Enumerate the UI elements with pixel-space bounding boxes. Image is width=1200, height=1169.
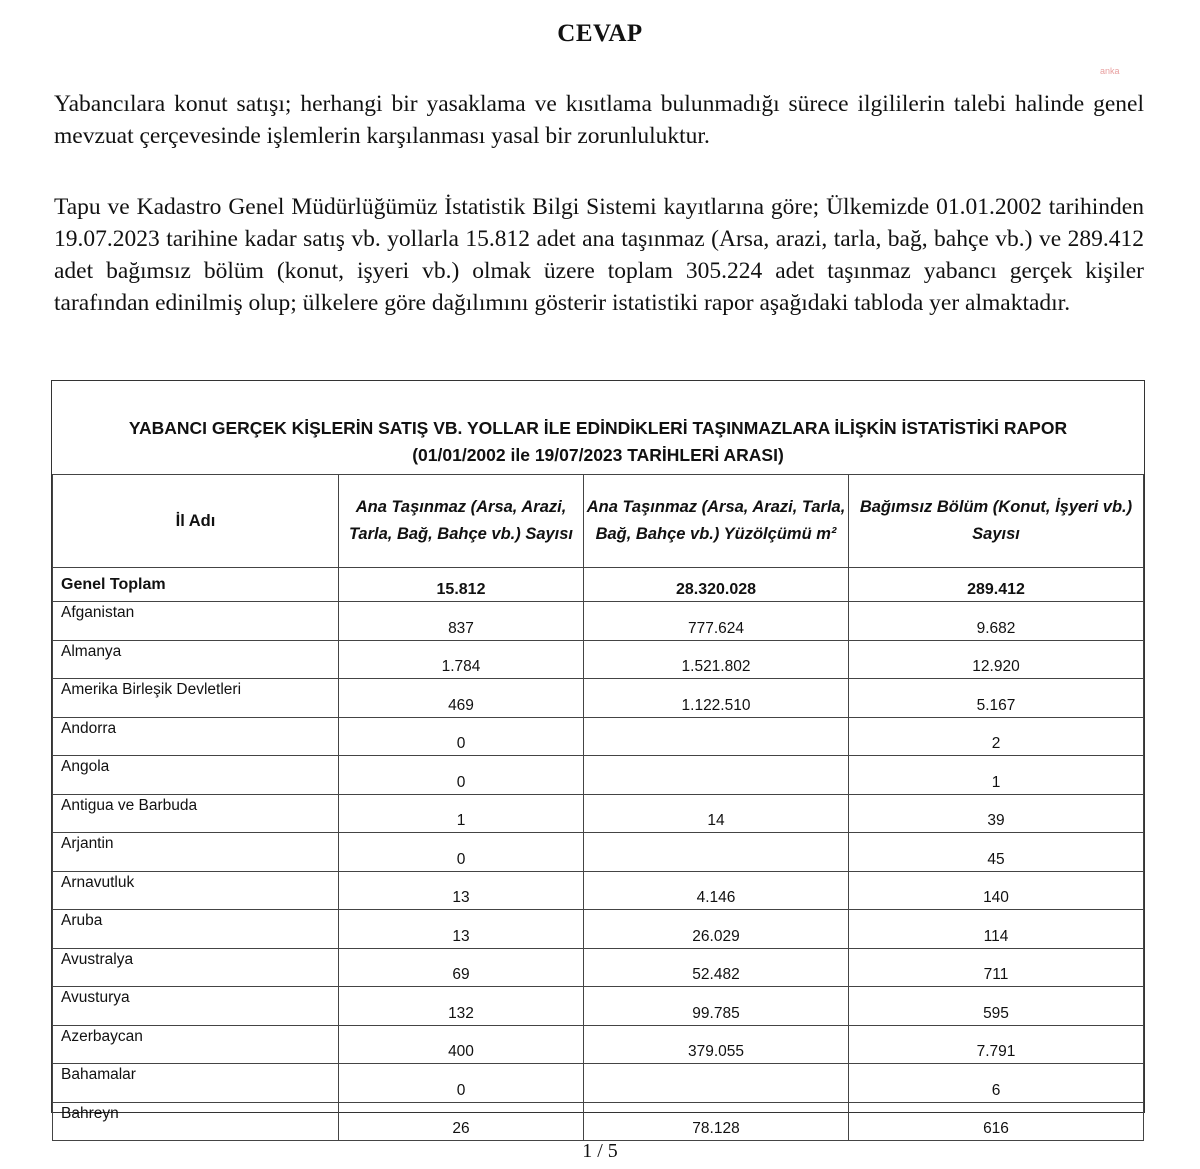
table-row xyxy=(53,871,1144,910)
country-name: Antigua ve Barbuda xyxy=(53,794,339,833)
table-row xyxy=(53,679,1144,718)
yuzolcum-cell: 14 xyxy=(584,794,849,833)
table-row xyxy=(53,948,1144,987)
yuzolcum-cell xyxy=(584,1064,849,1103)
total-bagimsiz: 289.412 xyxy=(849,568,1144,602)
bagimsiz-cell: 114 xyxy=(849,910,1144,949)
country-name: Bahreyn xyxy=(53,1102,339,1141)
yuzolcum-cell: 4.146 xyxy=(584,871,849,910)
ana-sayi-cell: 837 xyxy=(339,602,584,641)
watermark-logo: anka xyxy=(1100,66,1120,76)
ana-sayi-cell: 0 xyxy=(339,833,584,872)
report-title xyxy=(52,415,1144,469)
country-name: Azerbaycan xyxy=(53,1025,339,1064)
bagimsiz-cell: 39 xyxy=(849,794,1144,833)
report-title-line-1: YABANCI GERÇEK KİŞLERİN SATIŞ VB. YOLLAR İLE EDİNDİKLERİ TAŞINMAZLARA İLİŞKİN İSTATİSTİKİ RAPOR xyxy=(128,418,1068,438)
bagimsiz-cell: 616 xyxy=(849,1102,1144,1141)
ana-sayi-cell: 0 xyxy=(339,756,584,795)
yuzolcum-cell: 1.521.802 xyxy=(584,640,849,679)
table-row xyxy=(53,602,1144,641)
paragraph-1: Yabancılara konut satışı; herhangi bir yasaklama ve kısıtlama bulunmadığı sürece ilgililerin talebi halinde genel mevzuat çerçevesinde işlemlerin karşılanması yasal bir zorunluluktur. xyxy=(54,91,1144,149)
page-number: 1 / 5 xyxy=(582,1140,618,1162)
bagimsiz-cell: 711 xyxy=(849,948,1144,987)
column-header-bagimsiz: Bağımsız Bölüm (Konut, İşyeri vb.) Sayısı xyxy=(849,475,1144,568)
table-row xyxy=(53,640,1144,679)
yuzolcum-cell: 777.624 xyxy=(584,602,849,641)
table-row xyxy=(53,1025,1144,1064)
bagimsiz-cell: 140 xyxy=(849,871,1144,910)
yuzolcum-cell xyxy=(584,717,849,756)
bagimsiz-cell: 5.167 xyxy=(849,679,1144,718)
ana-sayi-cell: 1.784 xyxy=(339,640,584,679)
country-name: Avustralya xyxy=(53,948,339,987)
yuzolcum-cell: 26.029 xyxy=(584,910,849,949)
total-label: Genel Toplam xyxy=(53,568,339,602)
column-header-ana-sayi: Ana Taşınmaz (Arsa, Arazi, Tarla, Bağ, Bahçe vb.) Sayısı xyxy=(339,475,584,568)
ana-sayi-cell: 132 xyxy=(339,987,584,1026)
yuzolcum-cell: 379.055 xyxy=(584,1025,849,1064)
page-heading: CEVAP xyxy=(557,20,643,47)
table-row xyxy=(53,717,1144,756)
bagimsiz-cell: 7.791 xyxy=(849,1025,1144,1064)
table-row xyxy=(53,1102,1144,1141)
report-table xyxy=(52,474,1144,1141)
table-header-row xyxy=(53,475,1144,568)
table-row xyxy=(53,987,1144,1026)
ana-sayi-cell: 400 xyxy=(339,1025,584,1064)
country-name: Arjantin xyxy=(53,833,339,872)
ana-sayi-cell: 0 xyxy=(339,717,584,756)
bagimsiz-cell: 1 xyxy=(849,756,1144,795)
ana-sayi-cell: 13 xyxy=(339,910,584,949)
paragraph-2: Tapu ve Kadastro Genel Müdürlüğümüz İstatistik Bilgi Sistemi kayıtlarına göre; Ülkemizde 01.01.2002 tarihinden 19.07.2023 tarihine kadar satış vb. yollarla 15.812 adet ana taşınmaz (Arsa, arazi, tarla, bağ, bahçe vb.) ve 289.412 adet bağımsız bölüm (konut, işyeri vb.) olmak üzere toplam 305.224 adet taşınmaz yabancı gerçek kişiler tarafından edinilmiş olup; ülkelere göre dağılımını gösterir istatistiki rapor aşağıdaki tabloda yer almaktadır. xyxy=(54,194,1144,316)
yuzolcum-cell: 52.482 xyxy=(584,948,849,987)
yuzolcum-cell: 1.122.510 xyxy=(584,679,849,718)
yuzolcum-cell: 99.785 xyxy=(584,987,849,1026)
table-row xyxy=(53,756,1144,795)
bagimsiz-cell: 45 xyxy=(849,833,1144,872)
country-name: Afganistan xyxy=(53,602,339,641)
country-name: Amerika Birleşik Devletleri xyxy=(53,679,339,718)
column-header-name: İl Adı xyxy=(53,475,339,568)
country-name: Angola xyxy=(53,756,339,795)
table-row xyxy=(53,833,1144,872)
bagimsiz-cell: 2 xyxy=(849,717,1144,756)
ana-sayi-cell: 469 xyxy=(339,679,584,718)
ana-sayi-cell: 26 xyxy=(339,1102,584,1141)
total-yuzolcum: 28.320.028 xyxy=(584,568,849,602)
yuzolcum-cell xyxy=(584,756,849,795)
column-header-yuzolcum: Ana Taşınmaz (Arsa, Arazi, Tarla, Bağ, Bahçe vb.) Yüzölçümü m² xyxy=(584,475,849,568)
country-name: Almanya xyxy=(53,640,339,679)
total-row xyxy=(53,568,1144,602)
table-row xyxy=(53,1064,1144,1103)
ana-sayi-cell: 1 xyxy=(339,794,584,833)
country-name: Arnavutluk xyxy=(53,871,339,910)
bagimsiz-cell: 12.920 xyxy=(849,640,1144,679)
ana-sayi-cell: 13 xyxy=(339,871,584,910)
statistics-report xyxy=(51,380,1145,1137)
country-name: Aruba xyxy=(53,910,339,949)
yuzolcum-cell: 78.128 xyxy=(584,1102,849,1141)
ana-sayi-cell: 0 xyxy=(339,1064,584,1103)
yuzolcum-cell xyxy=(584,833,849,872)
country-name: Avusturya xyxy=(53,987,339,1026)
bagimsiz-cell: 6 xyxy=(849,1064,1144,1103)
bagimsiz-cell: 595 xyxy=(849,987,1144,1026)
country-name: Andorra xyxy=(53,717,339,756)
total-ana-sayi: 15.812 xyxy=(339,568,584,602)
report-title-line-2: (01/01/2002 ile 19/07/2023 TARİHLERİ ARASI) xyxy=(412,445,784,465)
table-row xyxy=(53,794,1144,833)
ana-sayi-cell: 69 xyxy=(339,948,584,987)
table-row xyxy=(53,910,1144,949)
bagimsiz-cell: 9.682 xyxy=(849,602,1144,641)
country-name: Bahamalar xyxy=(53,1064,339,1103)
